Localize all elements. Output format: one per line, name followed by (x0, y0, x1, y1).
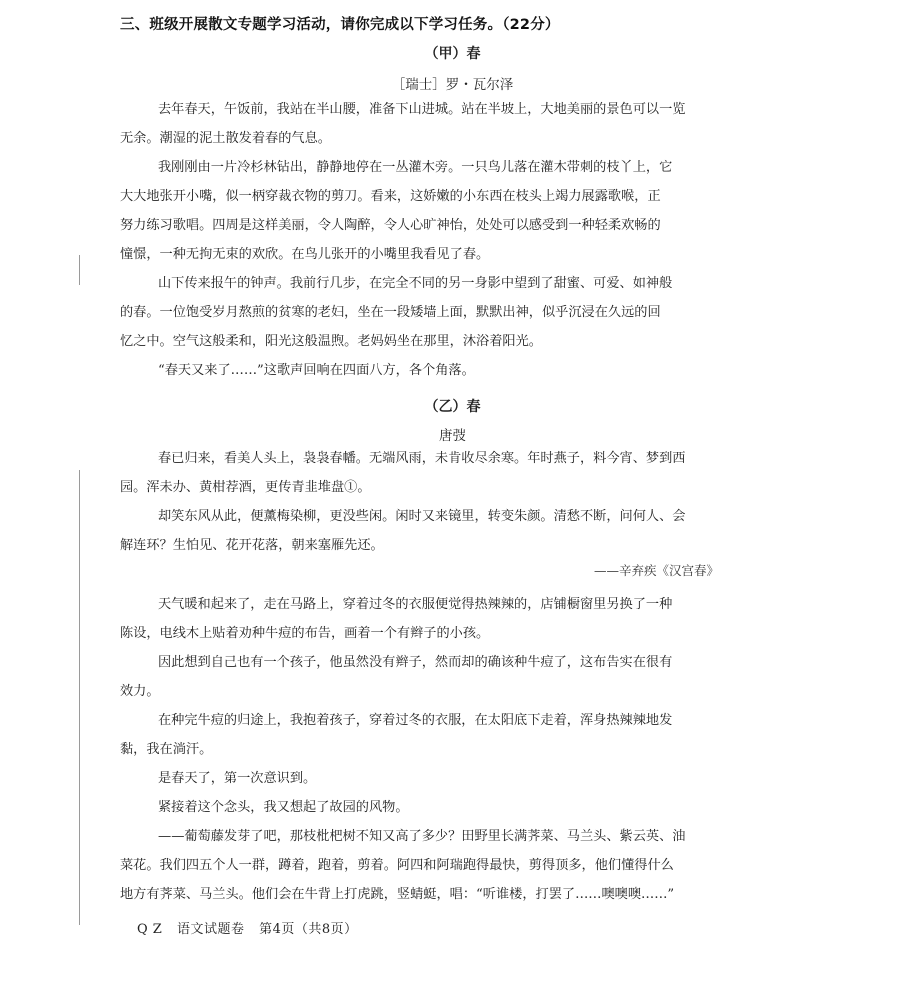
text-b-author: 唐弢 (439, 428, 466, 444)
text-b-body (120, 590, 740, 909)
text-line: 菜花。我们四五个人一群，蹲着，跑着，剪着。阿四和阿瑞跑得最快，剪得顶多，他们懂得什么 (120, 858, 674, 873)
text-line: 地方有荠菜、马兰头。他们会在牛背上打虎跳，竖蜻蜓，唱：“听谁楼，打罢了……噢噢噢……” (120, 887, 675, 902)
text-line: 是春天了，第一次意识到。 (158, 771, 317, 786)
text-b-title: （乙）春 (424, 399, 481, 415)
page-footer (137, 918, 368, 937)
text-a-author: ［瑞士］罗・瓦尔泽 (391, 77, 514, 93)
text-line: 我刚刚由一片冷杉林钻出，静静地停在一丛灌木旁。一只鸟儿落在灌木带刺的枝丫上，它 (158, 160, 673, 175)
poem-body (120, 444, 740, 560)
text-line: 黏，我在淌汗。 (120, 742, 213, 757)
text-line: “春天又来了……”这歌声回响在四面八方，各个角落。 (158, 363, 475, 378)
text-line: 紧接着这个念头，我又想起了故园的风物。 (158, 800, 409, 815)
text-line: 园。浑未办、黄柑荐酒，更传青韭堆盘①。 (120, 480, 371, 495)
text-line: 无余。潮湿的泥土散发着春的气息。 (120, 131, 331, 146)
text-a-title: （甲）春 (424, 46, 481, 62)
section-title: 三、班级开展散文专题学习活动，请你完成以下学习任务。（22分） (120, 17, 560, 33)
poem-attribution: ——辛弃疾《汉宫春》 (593, 563, 719, 578)
text-line: 陈设，电线木上贴着劝种牛痘的布告，画着一个有辫子的小孩。 (120, 626, 490, 641)
text-line: 春已归来，看美人头上，袅袅春幡。无端风雨，未肯收尽余寒。年时燕子，料今宵、梦到西 (158, 451, 686, 466)
text-line: 忆之中。空气这般柔和，阳光这般温煦。老妈妈坐在那里，沐浴着阳光。 (120, 334, 542, 349)
exam-subject: 语文试题卷 (176, 922, 245, 937)
text-line: ——葡萄藤发芽了吧，那枝枇杷树不知又高了多少？田野里长满荠菜、马兰头、紫云英、油 (158, 829, 686, 844)
scan-edge-line (79, 255, 80, 285)
text-line: 大大地张开小嘴，似一柄穿裁衣物的剪刀。看来，这娇嫩的小东西在枝头上竭力展露歌喉，正 (120, 189, 661, 204)
text-line: 却笑东风从此，便薰梅染柳，更没些闲。闲时又来镜里，转变朱颜。清愁不断，问何人、会 (158, 509, 686, 524)
page-number: 第4页（共8页） (259, 922, 358, 937)
text-line: 憧憬，一种无拘无束的欢欣。在鸟儿张开的小嘴里我看见了春。 (120, 247, 490, 262)
text-line: 天气暖和起来了，走在马路上，穿着过冬的衣服便觉得热辣辣的，店铺橱窗里另换了一种 (158, 597, 673, 612)
text-line: 在种完牛痘的归途上，我抱着孩子，穿着过冬的衣服，在太阳底下走着，浑身热辣辣地发 (158, 713, 673, 728)
text-line: 的春。一位饱受岁月熬煎的贫寒的老妇，坐在一段矮墙上面，默默出神，似乎沉浸在久远的回 (120, 305, 661, 320)
text-line: 因此想到自己也有一个孩子，他虽然没有辫子，然而却的确该种牛痘了，这布告实在很有 (158, 655, 673, 670)
text-a-body (120, 95, 740, 385)
scan-edge-line (79, 470, 80, 925)
text-line: 效力。 (120, 684, 160, 699)
text-line: 山下传来报午的钟声。我前行几步，在完全不同的另一身影中望到了甜蜜、可爱、如神般 (158, 276, 673, 291)
text-line: 努力练习歌唱。四周是这样美丽，令人陶醉，令人心旷神怡，处处可以感受到一种轻柔欢畅的 (120, 218, 661, 233)
text-line: 去年春天，午饭前，我站在半山腰，准备下山进城。站在半坡上，大地美丽的景色可以一览 (158, 102, 686, 117)
exam-code: Q Z (137, 922, 163, 937)
text-line: 解连环？生怕见、花开花落，朝来塞雁先还。 (120, 538, 384, 553)
